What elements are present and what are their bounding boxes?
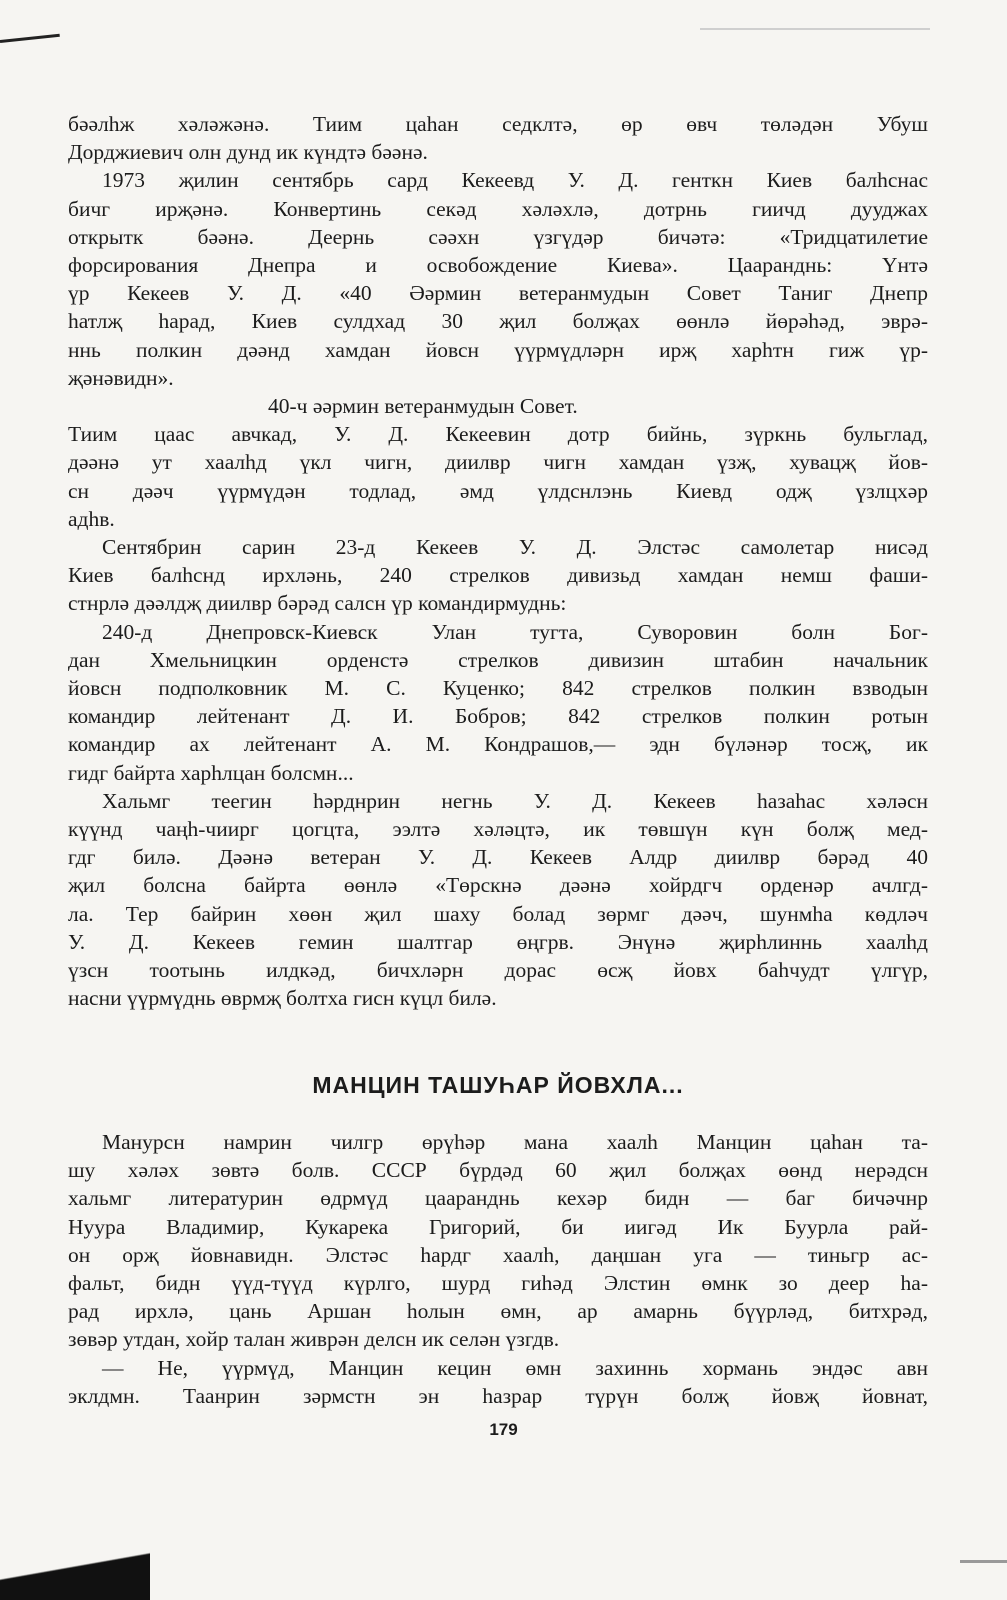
paragraph-3: [68, 420, 928, 533]
text-line: открытк бәәнә. Деернь сәәхн үзгүдәр бичәтә: «Тридцатилетие: [68, 224, 928, 249]
scan-mark-top-left: [0, 34, 60, 43]
text-line: эклдмн. Таанрин зәрмстн эн һазрар түрүн болҗ йовҗ йовнат,: [68, 1383, 928, 1408]
text-line: насни үүрмүднь өврмҗ болтха гисн күцл билә.: [68, 986, 497, 1011]
text-line: форсирования Днепра и освобождение Киева». Цааранднь: Үнтә: [68, 253, 928, 278]
text-line: гдг билә. Дәәнә ветеран У. Д. Кекеев Алдр диилвр бәрәд 40: [68, 845, 928, 870]
text-line: стнрлә дәәлдҗ диилвр бәрәд салсн үр командирмуднь:: [68, 591, 567, 616]
scan-mark-top-right: [700, 28, 930, 30]
paragraph-0: [68, 110, 928, 166]
text-line: 240-д Днепровск-Киевск Улан тугта, Суворовин болн Бог-: [102, 619, 928, 644]
text-line: адһв.: [68, 506, 115, 531]
text-line: ла. Тер байрин хөөн җил шаху болад зөрмг дәәч, шунмһа көдләч: [68, 901, 928, 926]
text-line: Тиим цаас авчкад, У. Д. Кекеевин дотр бийнь, зүркнь бульглад,: [68, 422, 928, 447]
text-line: Хальмг теегин һәрднрин негнь У. Д. Кекеев һазаһас хәләсн: [102, 788, 928, 813]
paragraph-6: [68, 787, 928, 1013]
text-line: күүнд чаңһ-чиирг цогцта, ээлтә хәләцтә, ик төвшүн күн болҗ мед-: [68, 817, 928, 842]
paragraph-4: [68, 533, 928, 618]
text-line: 1973 җилин сентябрь сард Кекеевд У. Д. генткн Киев балһснас: [102, 168, 928, 193]
section-paragraph-1: [68, 1354, 928, 1410]
section-heading: МАНЦИН ТАШУҺАР ЙОВХЛА...: [312, 1072, 684, 1098]
text-line: сн дәәч үүрмүдән тодлад, әмд үлдснлэнь Киевд одҗ үзлцхәр: [68, 478, 928, 503]
text-line: Дорджиевич олн дунд ик күндтә бәәнә.: [68, 140, 428, 165]
text-line: рад ирхлә, цань Аршан һолын өмн, ар амарнь бүүрләд, битхрәд,: [68, 1299, 928, 1324]
text-line: Манурсн намрин чилгр өрүһәр мана хаалһ Манцин цаһан та-: [102, 1130, 928, 1154]
section-paragraph-0: [68, 1128, 928, 1354]
scan-mark-bottom-left: [0, 1540, 150, 1600]
text-line: бичг ирҗәнә. Конвертинь секәд хәләхлә, дотрнь гиичд дууджах: [68, 196, 928, 221]
text-line: йовсн подполковник М. С. Куценко; 842 стрелков полкин взводын: [68, 676, 928, 701]
signature-line: [68, 392, 928, 420]
text-line: 40-ч әәрмин ветеранмудын Совет.: [268, 394, 578, 419]
text-line: дан Хмельницкин орденстә стрелков дивизин штабин начальник: [68, 647, 928, 672]
text-line: шу хәләх зөвтә болв. СССР бүрдәд 60 җил болҗах өөнд нерәдсн: [68, 1158, 928, 1183]
text-line: зөвәр утдан, хойр талан живрән делсн ик селән үзгдв.: [68, 1327, 560, 1352]
paragraph-1: [68, 166, 928, 392]
body-text-upper: [68, 110, 928, 1013]
text-line: дәәнә ут хаалһд үкл чигн, диилвр чигн хамдан үзҗ, хувацҗ йов-: [68, 450, 928, 475]
body-text-lower: [68, 1128, 928, 1410]
text-line: һатлҗ һарад, Киев сулдхад 30 җил болҗах өөнлә йөрәһәд, эврә-: [68, 309, 928, 334]
text-line: — Не, үүрмүд, Манцин кецин өмн захиннь хормань эндәс авн: [102, 1355, 928, 1380]
text-line: үр Кекеев У. Д. «40 Әәрмин ветеранмудын Совет Таниг Днепр: [68, 281, 928, 306]
scan-mark-bottom-right: [960, 1560, 1007, 1563]
text-line: он орҗ йовнавидн. Элстәс һардг хаалһ, даңшан уга — тиньгр ас-: [68, 1242, 928, 1267]
text-line: Сентябрин сарин 23-д Кекеев У. Д. Элстәс самолетар нисәд: [102, 535, 928, 560]
text-line: үзсн тоотынь илдкәд, бичхләрн дорас өсҗ йовх баһчудт үлгүр,: [68, 958, 928, 983]
text-line: хальмг литературин өдрмүд цааранднь кехәр бидн — баг бичәчнр: [68, 1186, 928, 1211]
text-line: командир ах лейтенант А. М. Кондрашов,— эдн бүләнәр тосҗ, ик: [68, 732, 928, 757]
text-line: гидг байрта харһлцан болсмн...: [68, 760, 354, 785]
text-line: җәнәвидн».: [68, 365, 174, 390]
text-line: Киев балһснд ирхләнь, 240 стрелков дивизьд хамдан немш фаши-: [68, 563, 928, 588]
text-line: фальт, бидн үүд-түүд күрлго, шурд гиһәд Элстин өмнк зо деер һа-: [68, 1271, 928, 1296]
text-line: Нуура Владимир, Кукарека Григорий, би иигәд Ик Буурла рай-: [68, 1214, 928, 1239]
paragraph-5: [68, 618, 928, 787]
text-line: У. Д. Кекеев гемин шалтгар өңгрв. Энүнә җирһлиннь хаалһд: [68, 929, 928, 954]
text-line: ннь полкин дәәнд хамдан йовсн үүрмүдләрн ирҗ харһтн гиж үр-: [68, 337, 928, 362]
text-line: командир лейтенант Д. И. Бобров; 842 стрелков полкин ротын: [68, 704, 928, 729]
text-line: бәәлһж хәләжәнә. Тиим цаһан седклтә, өр өвч төләдән Убуш: [68, 112, 928, 136]
page-number: 179: [489, 1420, 518, 1439]
text-line: җил болсна байрта өөнлә «Төрскнә дәәнә хойрдгч орденәр ачлгд-: [68, 873, 928, 898]
